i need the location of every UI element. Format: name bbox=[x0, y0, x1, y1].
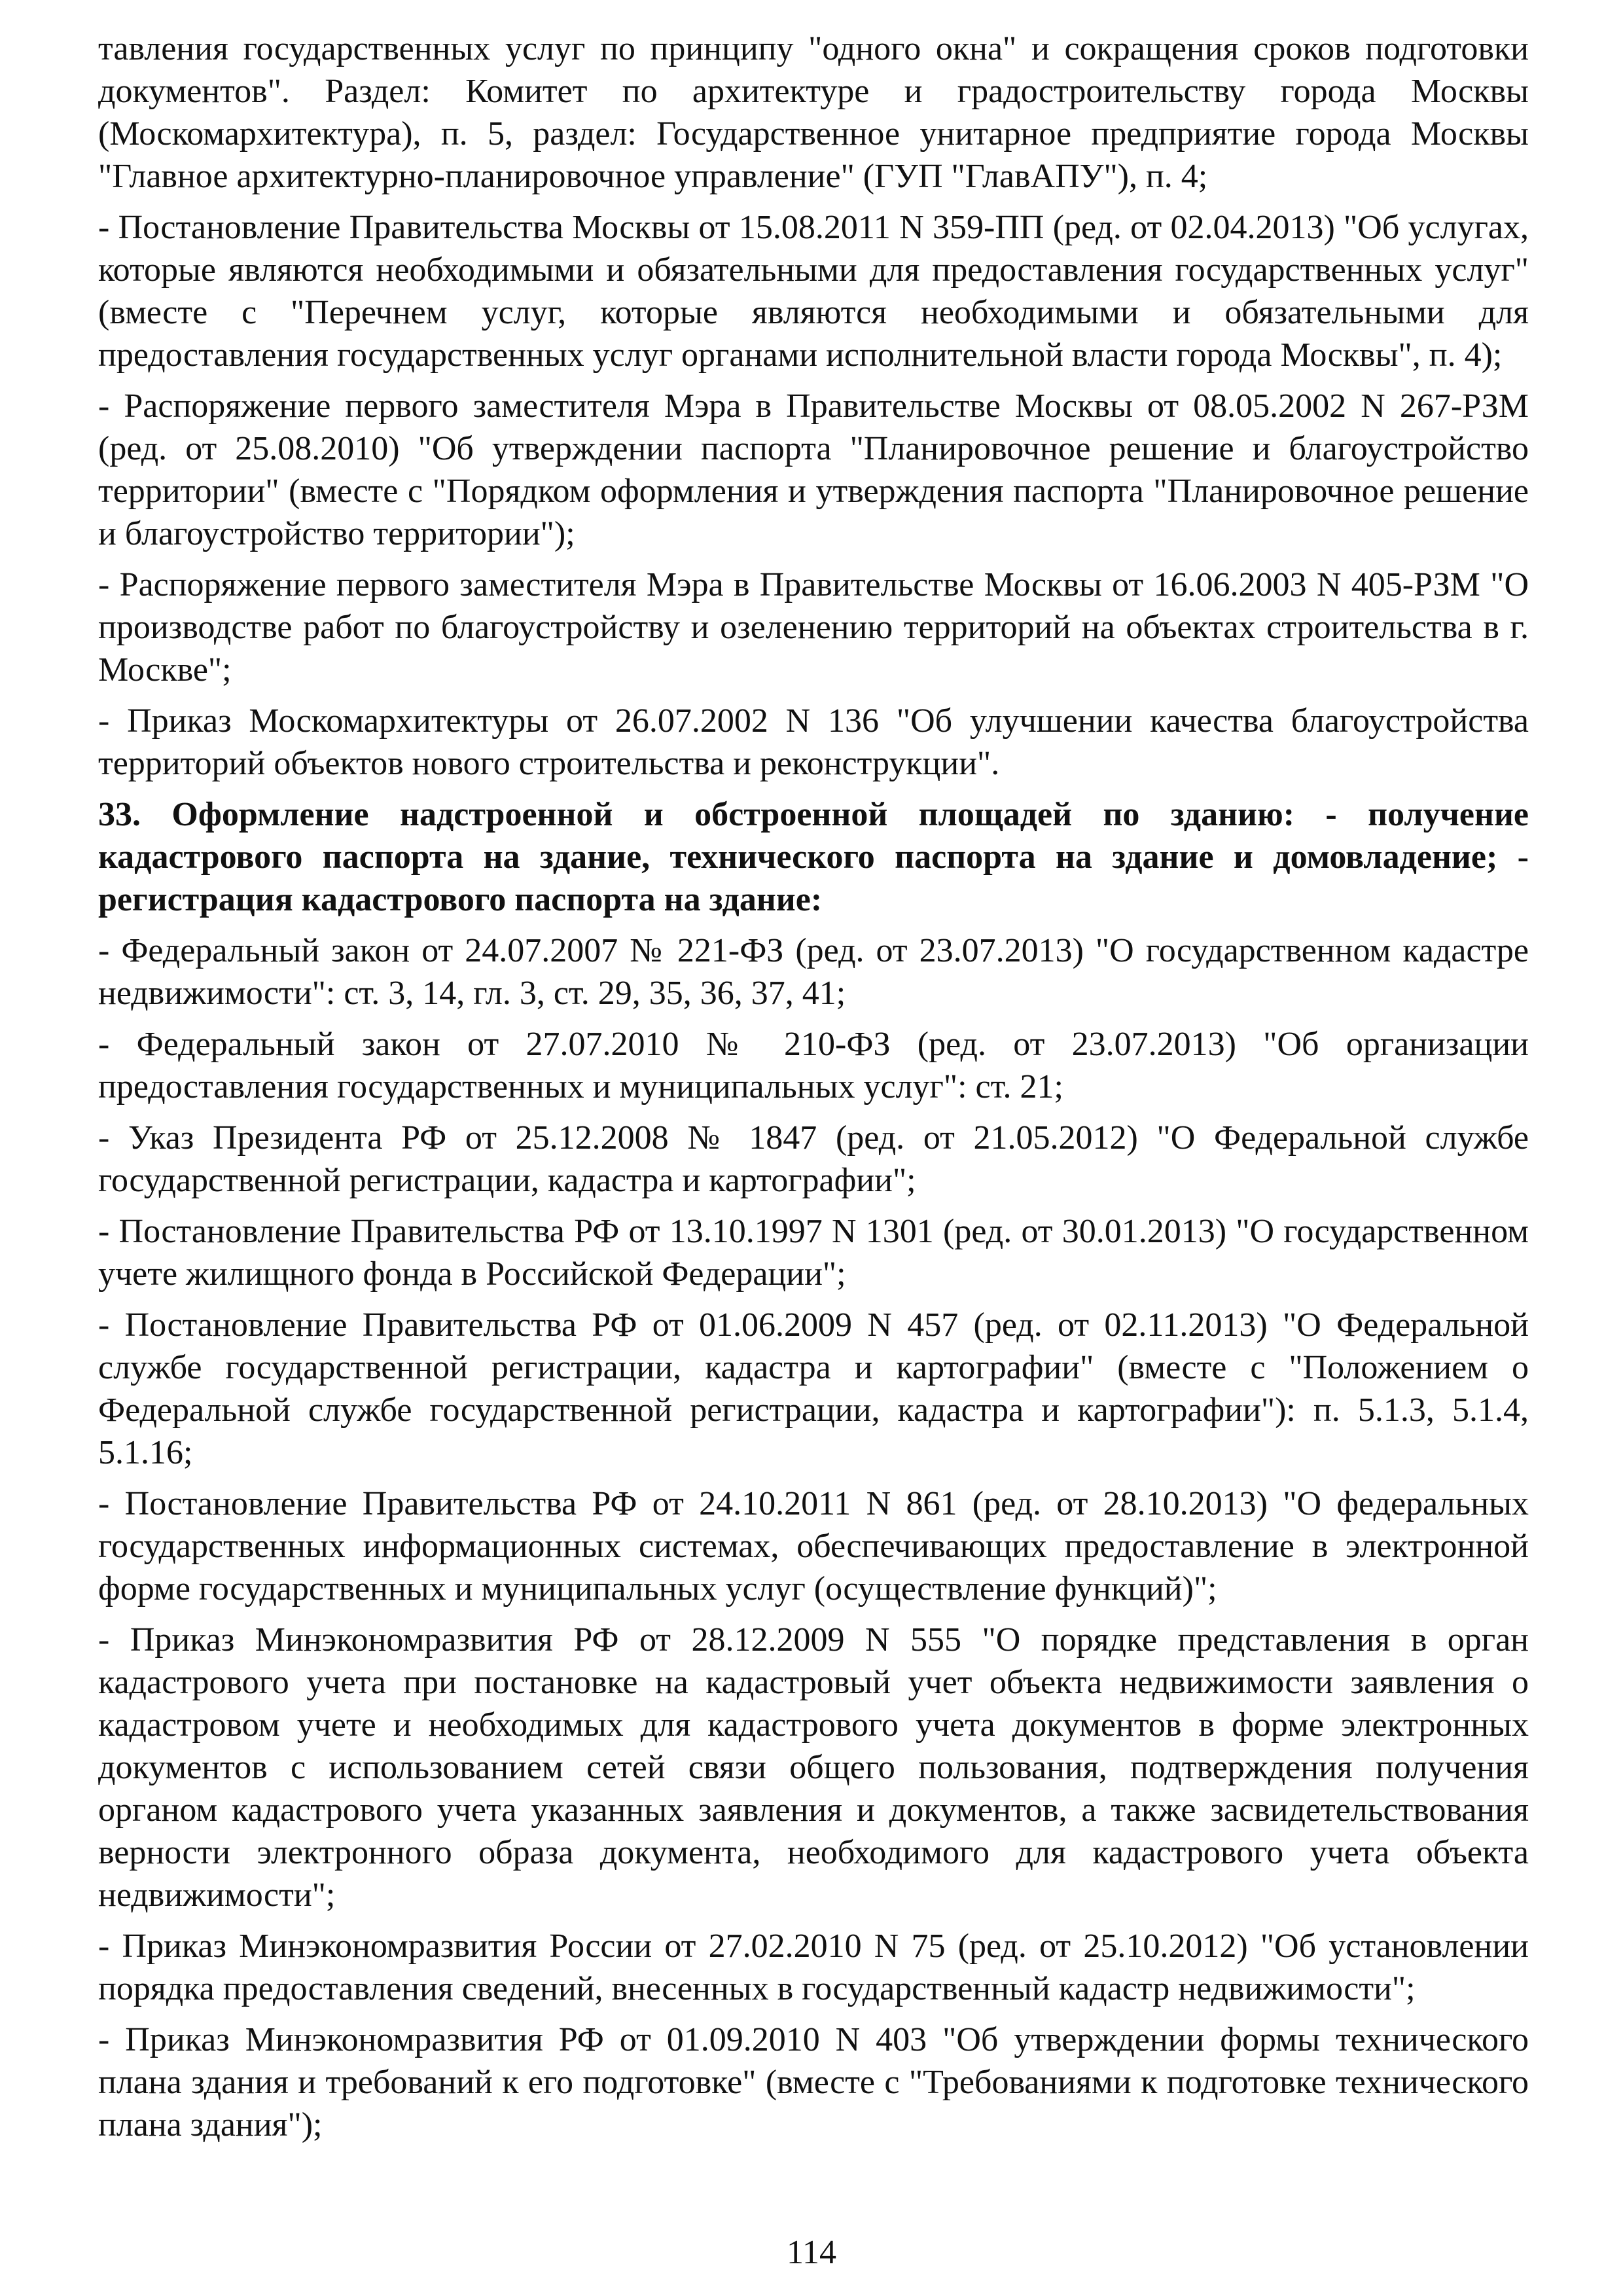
paragraph-resolution-861: - Постановление Правительства РФ от 24.10.2011 N 861 (ред. от 28.10.2013) "О федеральных государственных информационных системах, обеспечивающих предоставление в электронной форме государственных и муниципальных услуг (осуществление функций)"; bbox=[98, 1485, 1529, 1607]
paragraph-order-75: - Приказ Минэкономразвития России от 27.02.2010 N 75 (ред. от 25.10.2012) "Об установлении порядка предоставления сведений, внесенных в государственный кадастр недвижимости"; bbox=[98, 1928, 1529, 2007]
paragraph-resolution-1301: - Постановление Правительства РФ от 13.10.1997 N 1301 (ред. от 30.01.2013) "О государственном учете жилищного фонда в Российской Федерации"; bbox=[98, 1213, 1529, 1293]
paragraph-order-405: - Распоряжение первого заместителя Мэра в Правительстве Москвы от 16.06.2003 N 405-РЗМ "О производстве работ по благоустройству и озеленению территорий на объектах строительства в г. Москве"; bbox=[98, 566, 1529, 689]
paragraph-moscow-decree-359: - Постановление Правительства Москвы от 15.08.2011 N 359-ПП (ред. от 02.04.2013) "Об услугах, которые являются необходимыми и обязательными для предоставления государственных услуг" (вместе с "Перечнем услуг, которые являются необходимыми и обязательными для предоставления государственных услуг органами исполнительной власти города Москвы", п. 4); bbox=[98, 209, 1529, 374]
paragraph-order-136: - Приказ Москомархитектуры от 26.07.2002 N 136 "Об улучшении качества благоустройства территорий объектов нового строительства и реконструкции". bbox=[98, 702, 1529, 782]
paragraph-decree-1847: - Указ Президента РФ от 25.12.2008 № 1847 (ред. от 21.05.2012) "О Федеральной службе государственной регистрации, кадастра и картографии"; bbox=[98, 1119, 1529, 1199]
paragraph-continuation: тавления государственных услуг по принципу "одного окна" и сокращения сроков подготовки документов". Раздел: Комитет по архитектуре и градостроительству города Москвы (Москомархитектура), п. 5, раздел: Государственное унитарное предприятие города Москвы "Главное архитектурно-планировочное управление" (ГУП "ГлавАПУ"), п. 4; bbox=[98, 30, 1529, 195]
section-heading-33: 33. Оформление надстроенной и обстроенной площадей по зданию: - получение кадастрового паспорта на здание, технического паспорта на здание и домовладение; - регистрация кадастрового паспорта на здание: bbox=[98, 796, 1529, 918]
document-page bbox=[98, 27, 1529, 2155]
paragraph-federal-law-210: - Федеральный закон от 27.07.2010 № 210-ФЗ (ред. от 23.07.2013) "Об организации предоставления государственных и муниципальных услуг": ст. 21; bbox=[98, 1026, 1529, 1105]
paragraph-order-555: - Приказ Минэкономразвития РФ от 28.12.2009 N 555 "О порядке представления в орган кадастрового учета при постановке на кадастровый учет объекта недвижимости заявления о кадастровом учете и необходимых для кадастрового учета документов в форме электронных документов с использованием сетей связи общего пользования, подтверждения получения органом кадастрового учета указанных заявления и документов, а также засвидетельствования верности электронного образа документа, необходимого для кадастрового учета объекта недвижимости"; bbox=[98, 1621, 1529, 1914]
paragraph-resolution-457: - Постановление Правительства РФ от 01.06.2009 N 457 (ред. от 02.11.2013) "О Федеральной службе государственной регистрации, кадастра и картографии" (вместе с "Положением о Федеральной службе государственной регистрации, кадастра и картографии"): п. 5.1.3, 5.1.4, 5.1.16; bbox=[98, 1306, 1529, 1471]
paragraph-order-403: - Приказ Минэкономразвития РФ от 01.09.2010 N 403 "Об утверждении формы технического плана здания и требований к его подготовке" (вместе с "Требованиями к подготовке технического плана здания"); bbox=[98, 2021, 1529, 2144]
paragraph-order-267: - Распоряжение первого заместителя Мэра в Правительстве Москвы от 08.05.2002 N 267-РЗМ (ред. от 25.08.2010) "Об утверждении паспорта "Планировочное решение и благоустройство территории" (вместе с "Порядком оформления и утверждения паспорта "Планировочное решение и благоустройство территории"); bbox=[98, 387, 1529, 552]
page-number: 114 bbox=[786, 2234, 837, 2271]
paragraph-federal-law-221: - Федеральный закон от 24.07.2007 № 221-ФЗ (ред. от 23.07.2013) "О государственном кадастре недвижимости": ст. 3, 14, гл. 3, ст. 29, 35, 36, 37, 41; bbox=[98, 932, 1529, 1012]
